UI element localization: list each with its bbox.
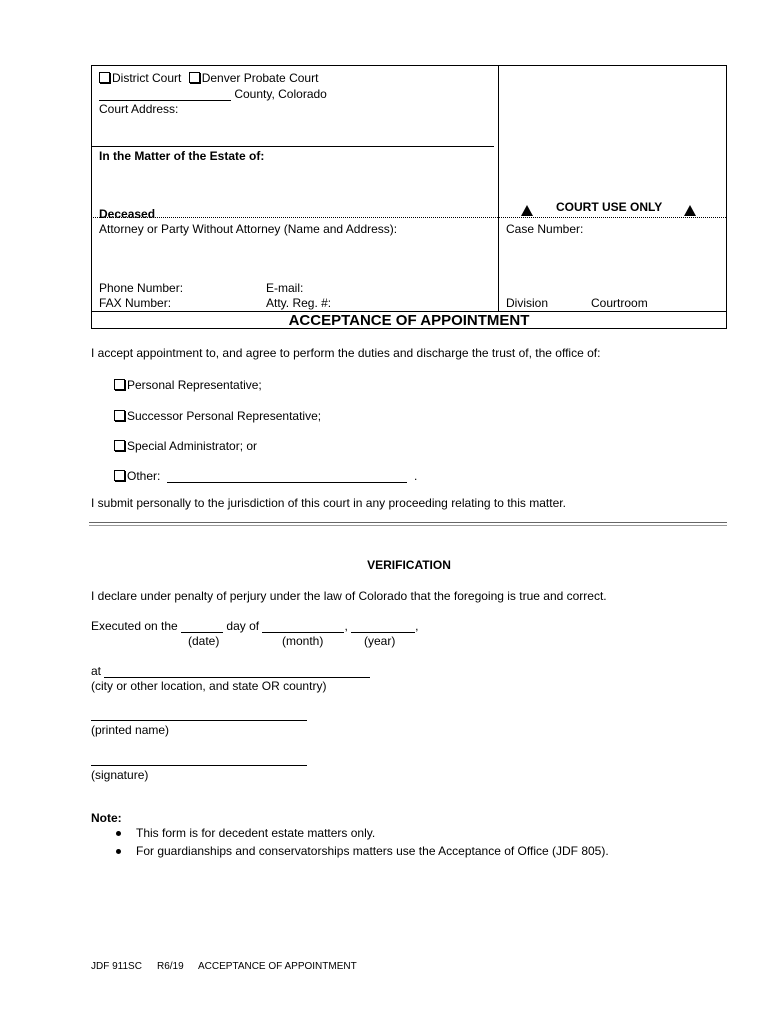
executed-on-label: Executed on the (91, 619, 178, 633)
note-label: Note: (91, 811, 122, 825)
location-caption: (city or other location, and state OR country) (91, 679, 327, 693)
option-other (114, 469, 417, 483)
caption-divider (91, 146, 494, 147)
month-comma: , (344, 619, 348, 633)
intro-text: I accept appointment to, and agree to perform the duties and discharge the trust of, the office of: (91, 346, 601, 360)
deceased-label: Deceased (99, 207, 156, 221)
matter-of-estate-label: In the Matter of the Estate of: (99, 149, 265, 163)
atty-reg-label: Atty. Reg. #: (266, 296, 332, 310)
date-field[interactable] (181, 621, 223, 633)
footer-title: ACCEPTANCE OF APPOINTMENT (198, 961, 357, 972)
courtroom-label: Courtroom (591, 296, 648, 310)
year-comma: , (415, 619, 419, 633)
bullet-icon (116, 849, 121, 854)
year-field[interactable] (351, 621, 415, 633)
submit-text: I submit personally to the jurisdiction of this court in any proceeding relating to this matter. (91, 496, 566, 510)
footer-form-id: JDF 911SC (91, 961, 142, 972)
court-use-only-label: COURT USE ONLY (556, 200, 663, 214)
other-checkbox[interactable] (114, 470, 125, 481)
district-court-label: District Court (112, 71, 182, 85)
successor-rep-checkbox[interactable] (114, 410, 125, 421)
option-special-admin (114, 439, 257, 453)
option-personal-rep (114, 378, 262, 392)
executed-line (91, 619, 419, 633)
date-caption: (date) (188, 634, 220, 648)
fax-label: FAX Number: (99, 296, 172, 310)
court-selection (99, 71, 318, 85)
year-caption: (year) (364, 634, 396, 648)
special-admin-checkbox[interactable] (114, 440, 125, 451)
page-title: ACCEPTANCE OF APPOINTMENT (288, 312, 530, 329)
bullet-icon (116, 831, 121, 836)
personal-rep-checkbox[interactable] (114, 379, 125, 390)
county-line (99, 87, 327, 101)
other-field[interactable] (167, 471, 407, 483)
other-period: . (414, 469, 418, 483)
special-admin-label: Special Administrator; or (127, 439, 258, 453)
declare-text: I declare under penalty of perjury under the law of Colorado that the foregoing is true and correct. (91, 589, 607, 603)
county-field[interactable] (99, 89, 231, 101)
note-item: This form is for decedent estate matters only. (136, 826, 376, 840)
at-label: at (91, 664, 102, 678)
triangle-left-icon (521, 205, 533, 216)
division-label: Division (506, 296, 549, 310)
footer-revision: R6/19 (157, 961, 184, 972)
month-caption: (month) (282, 634, 324, 648)
personal-rep-label: Personal Representative; (127, 378, 262, 392)
note-item: For guardianships and conservatorships matters use the Acceptance of Office (JDF 805). (136, 844, 609, 858)
district-court-checkbox[interactable] (99, 72, 110, 83)
printed-name-caption: (printed name) (91, 723, 170, 737)
attorney-party-label: Attorney or Party Without Attorney (Name and Address): (99, 222, 398, 236)
month-field[interactable] (262, 621, 344, 633)
email-label: E-mail: (266, 281, 304, 295)
case-number-label: Case Number: (506, 222, 584, 236)
location-field[interactable] (104, 666, 370, 678)
option-successor-rep (114, 409, 321, 423)
signature-caption: (signature) (91, 768, 149, 782)
signature-field[interactable] (91, 765, 307, 766)
denver-probate-label: Denver Probate Court (201, 71, 319, 85)
caption-divider-attorney (91, 217, 726, 218)
section-separator (89, 522, 727, 526)
other-label: Other: (127, 469, 161, 483)
court-address-label: Court Address: (99, 102, 179, 116)
phone-label: Phone Number: (99, 281, 184, 295)
day-of-label: day of (226, 619, 260, 633)
triangle-right-icon (684, 205, 696, 216)
location-line (91, 664, 370, 678)
county-label: County, Colorado (234, 87, 327, 101)
printed-name-field[interactable] (91, 720, 307, 721)
verification-heading: VERIFICATION (367, 558, 451, 572)
caption-right-box (498, 65, 727, 312)
denver-probate-checkbox[interactable] (189, 72, 200, 83)
successor-rep-label: Successor Personal Representative; (127, 409, 322, 423)
